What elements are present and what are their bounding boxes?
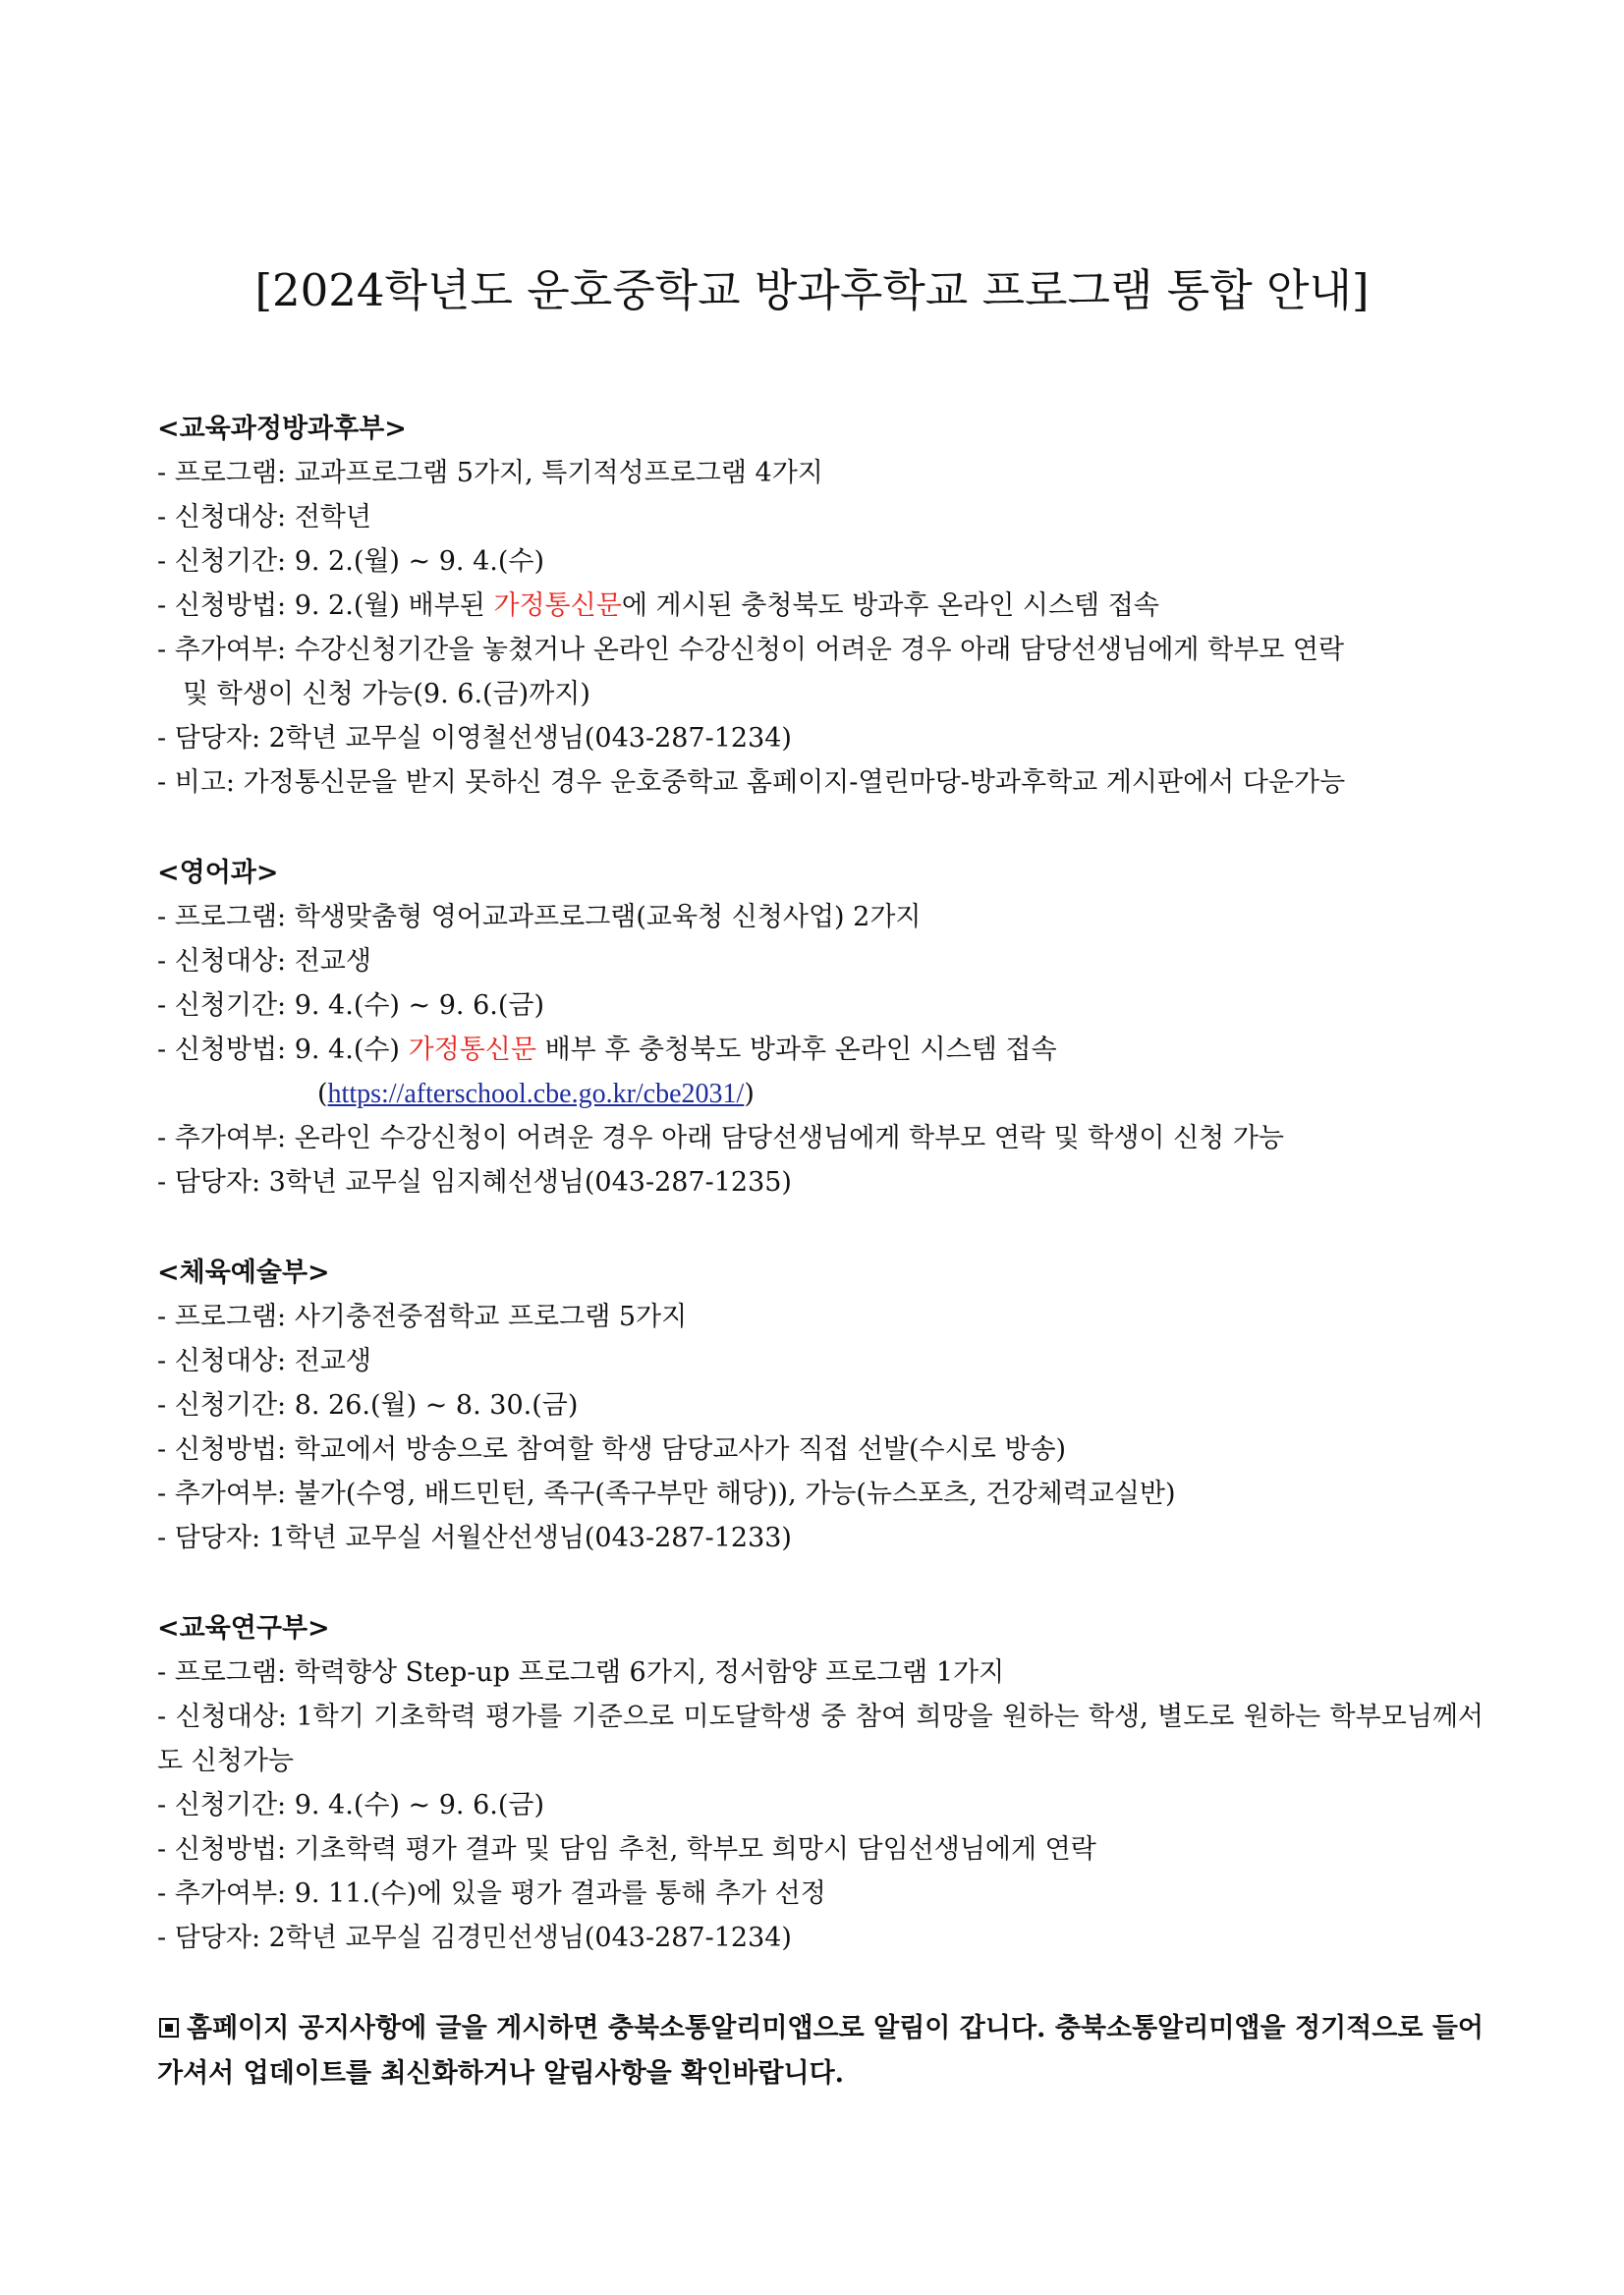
- period-row: - 신청기간: 9. 4.(수) ~ 9. 6.(금): [157, 990, 545, 1021]
- period-row: - 신청기간: 8. 26.(월) ~ 8. 30.(금): [157, 1390, 579, 1421]
- period-row: - 신청기간: 9. 2.(월) ~ 9. 4.(수): [157, 546, 545, 577]
- method-text: - 신청방법: 9. 2.(월) 배부된: [157, 590, 494, 621]
- page-title: [2024학년도 운호중학교 방과후학교 프로그램 통합 안내]: [254, 264, 1370, 316]
- method-row: [157, 1028, 1484, 1072]
- method-row: [157, 584, 1484, 628]
- section-education-research: [157, 1606, 1484, 1960]
- document-body: [157, 407, 1484, 2097]
- section-curriculum-afterschool: [157, 407, 1484, 805]
- url-close-paren: ): [744, 1079, 755, 1109]
- section-title: <교육연구부>: [157, 1613, 330, 1644]
- period-row: - 신청기간: 9. 4.(수) ~ 9. 6.(금): [157, 1790, 545, 1820]
- url-open-paren: (: [317, 1079, 328, 1109]
- section-title: <영어과>: [157, 858, 279, 888]
- url-row: [157, 1072, 1484, 1116]
- method-text: - 신청방법: 9. 4.(수): [157, 1035, 409, 1065]
- program-row: - 프로그램: 학력향상 Step-up 프로그램 6가지, 정서함양 프로그램 1가지: [157, 1657, 1005, 1688]
- afterschool-link[interactable]: https://afterschool.cbe.go.kr/cbe2031/: [327, 1079, 745, 1109]
- extra-row-continued: 및 학생이 신청 가능(9. 6.(금)까지): [183, 679, 590, 709]
- app-notice: [157, 2006, 1484, 2097]
- section-title: <교육과정방과후부>: [157, 414, 407, 444]
- newsletter-highlight: 가정통신문: [408, 1035, 536, 1065]
- method-text-end: 배부 후 충청북도 방과후 온라인 시스템 접속: [535, 1035, 1057, 1065]
- extra-row: - 추가여부: 수강신청기간을 놓쳤거나 온라인 수강신청이 어려운 경우 아래 담당선생님에게 학부모 연락: [157, 635, 1345, 665]
- extra-row: - 추가여부: 9. 11.(수)에 있을 평가 결과를 통해 추가 선정: [157, 1878, 826, 1909]
- method-row: - 신청방법: 학교에서 방송으로 참여할 학생 담당교사가 직접 선발(수시로 방송): [157, 1434, 1067, 1465]
- section-english: [157, 851, 1484, 1204]
- program-row: - 프로그램: 학생맞춤형 영어교과프로그램(교육청 신청사업) 2가지: [157, 902, 922, 932]
- target-row: - 신청대상: 1학기 기초학력 평가를 기준으로 미도달학생 중 참여 희망을 원하는 학생, 별도로 원하는 학부모님께서도 신청가능: [157, 1702, 1484, 1776]
- target-row: - 신청대상: 전교생: [157, 1346, 371, 1376]
- method-row: - 신청방법: 기초학력 평가 결과 및 담임 추천, 학부모 희망시 담임선생님에게 연락: [157, 1834, 1096, 1865]
- target-row: - 신청대상: 전학년: [157, 502, 371, 532]
- program-row: - 프로그램: 교과프로그램 5가지, 특기적성프로그램 4가지: [157, 458, 823, 488]
- program-row: - 프로그램: 사기충전중점학교 프로그램 5가지: [157, 1302, 688, 1332]
- section-pe-arts: [157, 1251, 1484, 1560]
- note-row: - 비고: 가정통신문을 받지 못하신 경우 운호중학교 홈페이지-열린마당-방과후학교 게시판에서 다운가능: [157, 767, 1346, 798]
- contact-row: - 담당자: 2학년 교무실 김경민선생님(043-287-1234): [157, 1923, 792, 1953]
- newsletter-highlight: 가정통신문: [493, 590, 622, 621]
- target-row: - 신청대상: 전교생: [157, 946, 371, 977]
- section-title: <체육예술부>: [157, 1258, 330, 1288]
- method-text-end: 에 게시된 충청북도 방과후 온라인 시스템 접속: [621, 590, 1159, 621]
- extra-row: - 추가여부: 온라인 수강신청이 어려운 경우 아래 담당선생님에게 학부모 연락 및 학생이 신청 가능: [157, 1123, 1284, 1153]
- contact-row: - 담당자: 3학년 교무실 임지혜선생님(043-287-1235): [157, 1167, 792, 1198]
- extra-row: - 추가여부: 불가(수영, 배드민턴, 족구(족구부만 해당)), 가능(뉴스포츠, 건강체력교실반): [157, 1479, 1176, 1509]
- contact-row: - 담당자: 2학년 교무실 이영철선생님(043-287-1234): [157, 723, 792, 754]
- notice-text: 홈페이지 공지사항에 글을 게시하면 충북소통알리미앱으로 알림이 갑니다. 충북소통알리미앱을 정기적으로 들어가셔서 업데이트를 최신화하거나 알림사항을 확인바랍니다.: [157, 2013, 1484, 2089]
- square-bullet-icon: [159, 2018, 179, 2038]
- contact-row: - 담당자: 1학년 교무실 서월산선생님(043-287-1233): [157, 1523, 792, 1553]
